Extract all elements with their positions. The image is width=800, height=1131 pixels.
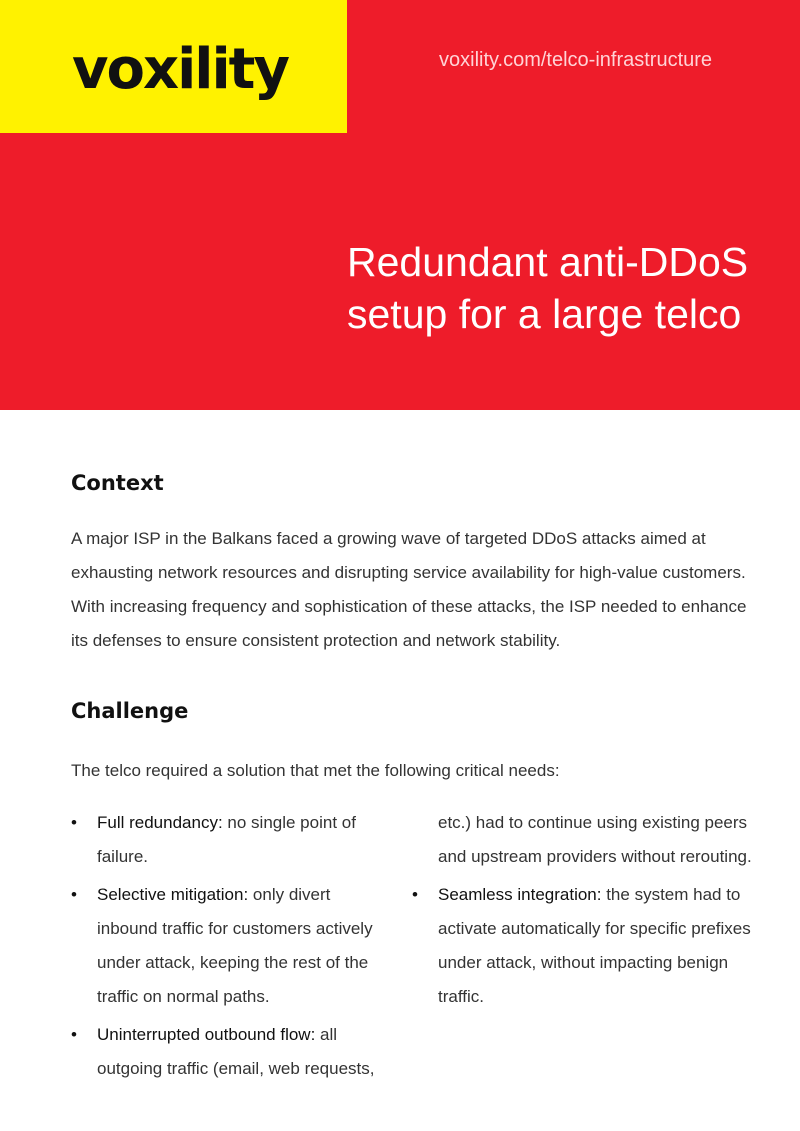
hero-banner [0,0,800,410]
item-text: all outgoing traffic (email, web requests, [97,1025,375,1078]
logo-box [0,0,347,133]
title-line-2: setup for a large telco [347,291,742,337]
bullet-dot: • [71,1025,77,1044]
challenge-list-left [71,806,389,1090]
item-term: Selective mitigation: [97,885,249,904]
item-term: Seamless integration: [438,885,602,904]
bullet-dot: • [71,885,77,904]
page-title [347,236,787,340]
context-paragraph: A major ISP in the Balkans faced a growing wave of targeted DDoS attacks aimed at exhausting network resources and disrupting service availability for high-value customers. With increasing frequency and sophistication of these attacks, the ISP needed to enhance its defenses to ensure consistent protection and network stability. [71,529,747,650]
list-item [71,1018,389,1086]
voxility-logo[interactable]: voxility [72,37,288,102]
challenge-heading: Challenge [71,699,189,723]
item-term: Full redundancy: [97,813,223,832]
site-url[interactable]: voxility.com/telco-infrastructure [439,49,713,71]
bullet-dot: • [71,813,77,832]
item-text: no single point of failure. [97,813,356,866]
title-line-1: Redundant anti-DDoS [347,239,749,285]
list-item [412,878,772,1014]
challenge-intro: The telco required a solution that met the following critical needs: [71,761,560,780]
list-item-continuation: etc.) had to continue using existing peers and upstream providers without rerouting. [438,813,752,866]
list-item [71,806,389,874]
list-item [71,878,389,1014]
item-text: only divert inbound traffic for customers actively under attack, keeping the rest of the traffic on normal paths. [97,885,373,1006]
item-text: the system had to activate automatically for specific prefixes under attack, without impacting benign traffic. [438,885,751,1006]
context-heading: Context [71,471,164,495]
item-term: Uninterrupted outbound flow: [97,1025,316,1044]
challenge-list-right [412,806,772,1018]
bullet-dot: • [412,885,418,904]
